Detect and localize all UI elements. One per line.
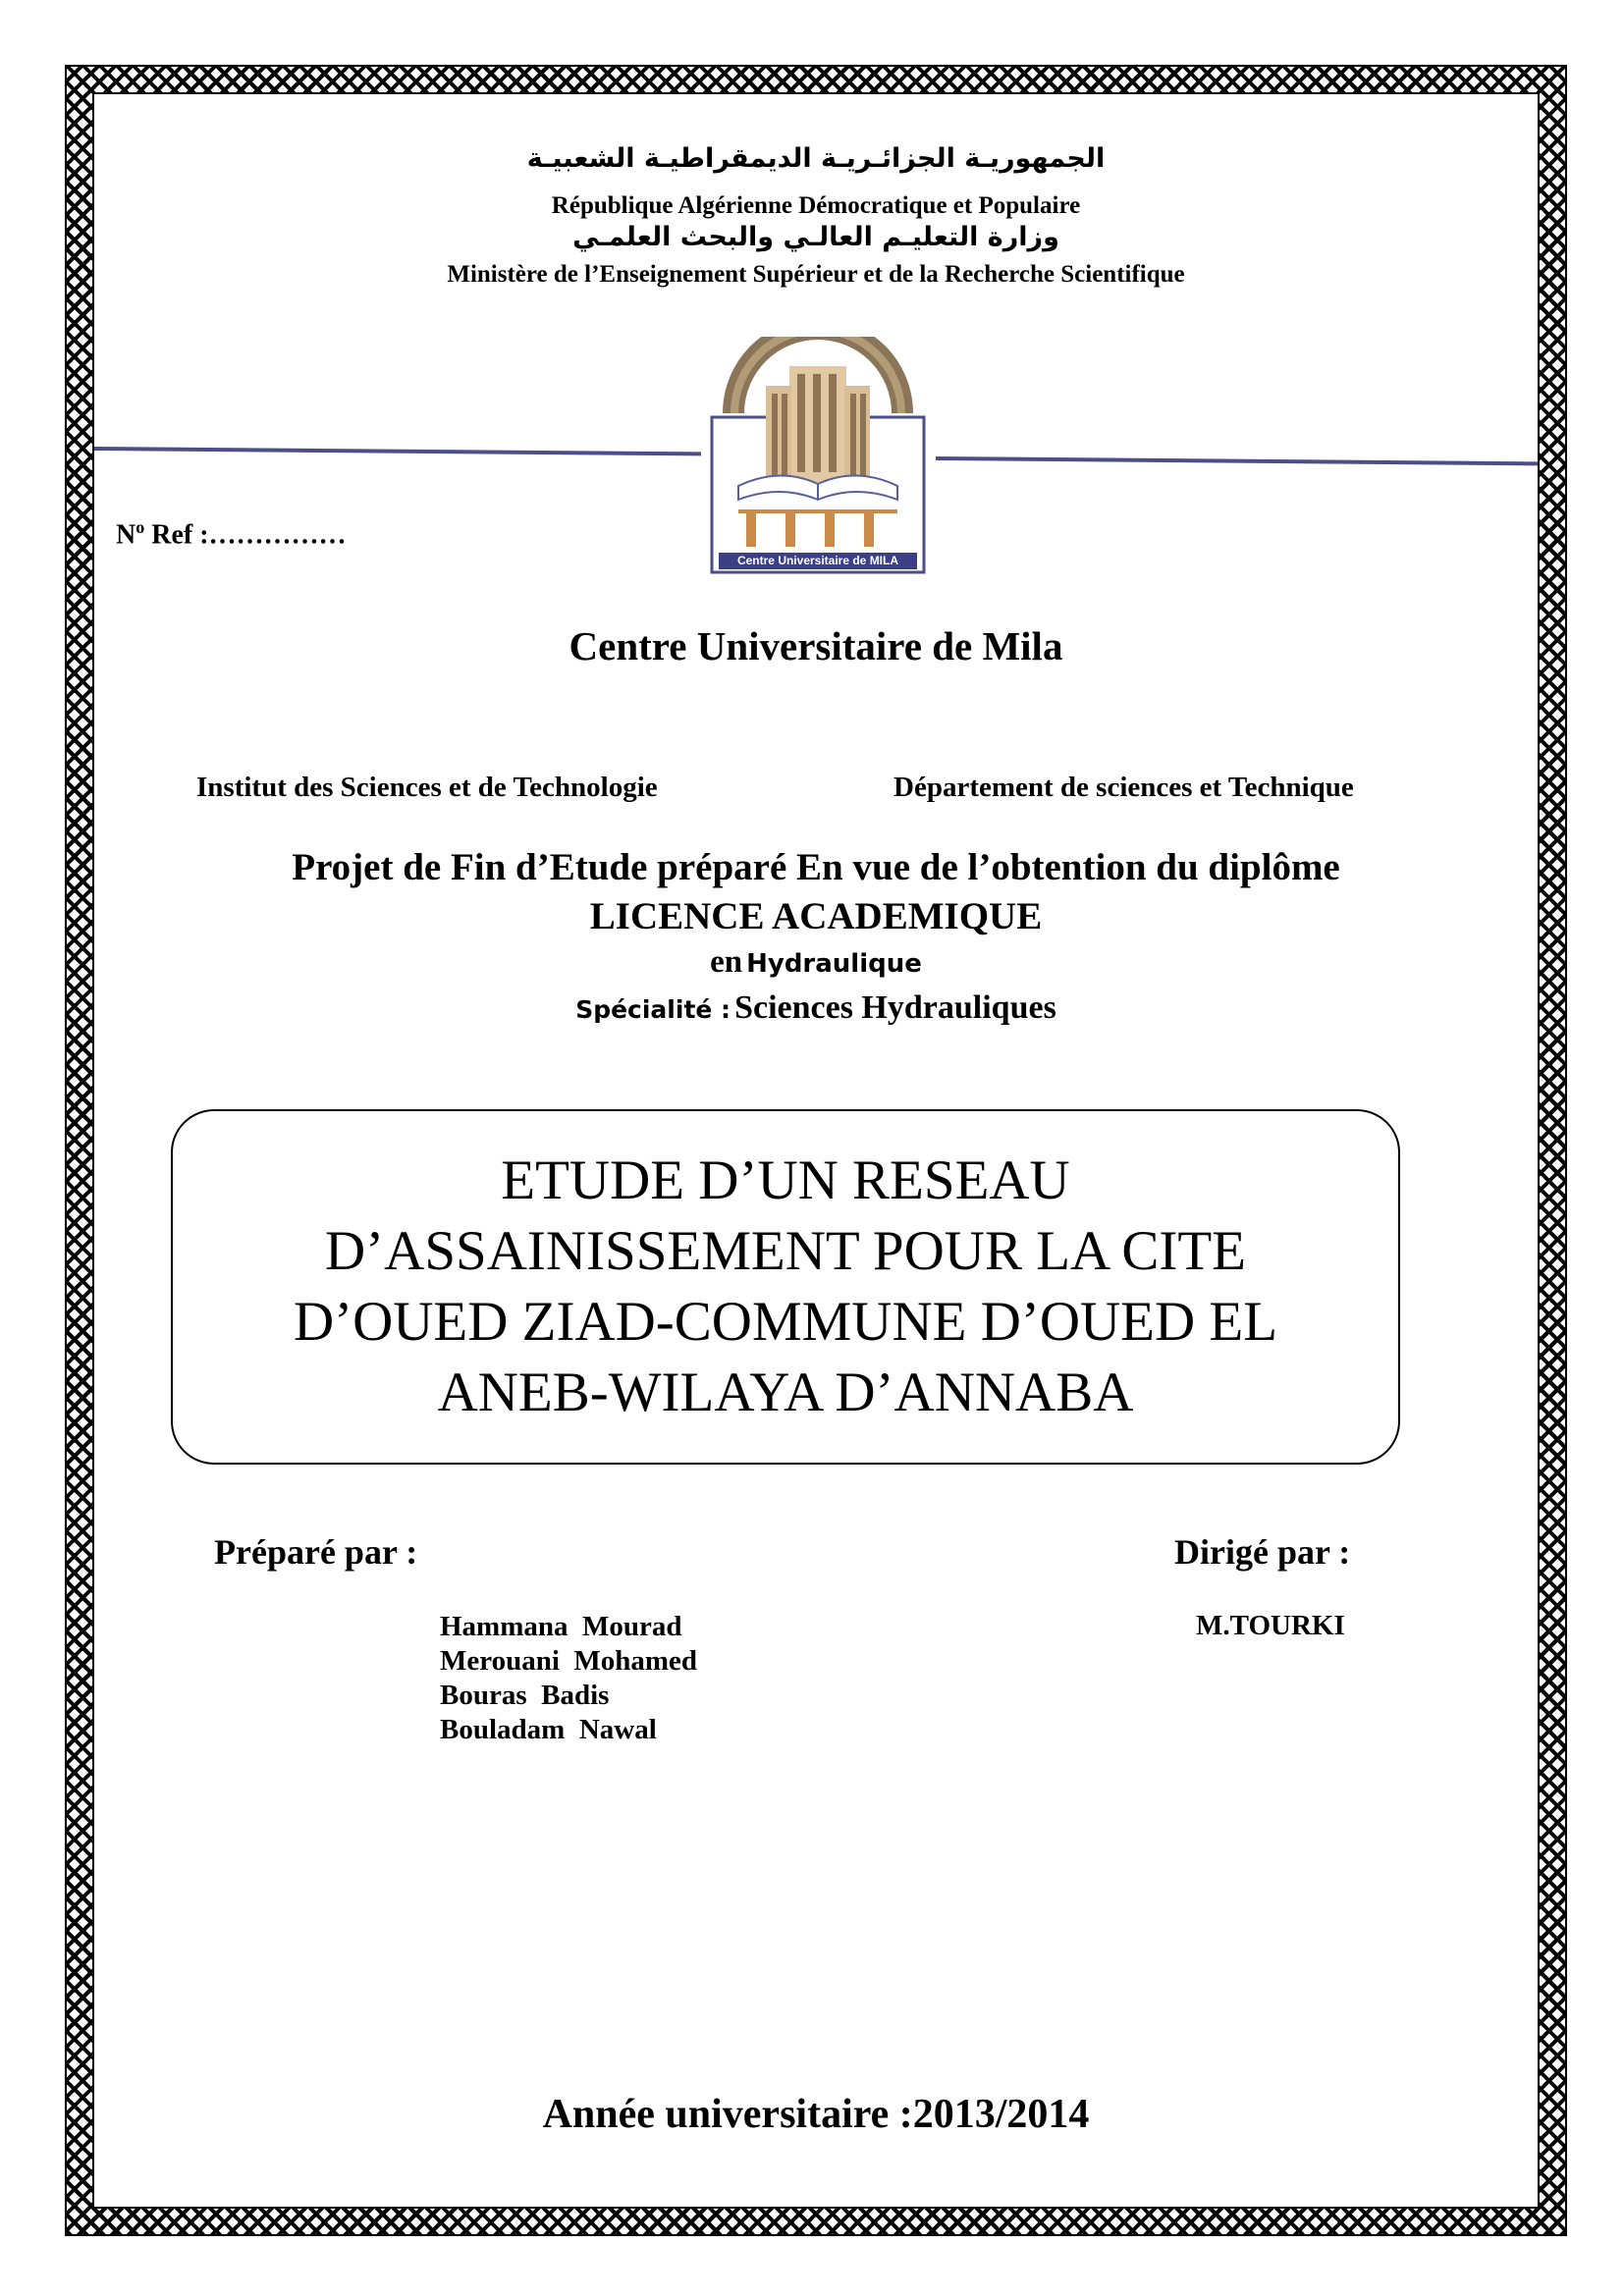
french-republic-heading: République Algérienne Démocratique et Populaire [551,192,1081,219]
degree-name: LICENCE ACADEMIQUE [589,895,1043,937]
arabic-ministry-heading: وزارة التعليـم العالـي والبحث العلمـي [572,222,1059,252]
thesis-title-box [171,1109,1400,1465]
author-name: Merouani Mohamed [440,1645,698,1677]
reference-number: $N^o$ Ref :…………… [116,517,347,551]
logo-caption: Centre Universitaire de MILA [736,554,899,567]
academic-year: Année universitaire :2013/2014 [542,2092,1090,2137]
project-description: Projet de Fin d’Etude préparé En vue de l’obtention du diplôme [292,846,1340,888]
supervisor-name: M.TOURKI [1196,1610,1345,1641]
department-name: Département de sciences et Technique [893,772,1354,803]
institution-name: Centre Universitaire de Mila [568,623,1063,668]
university-logo [709,337,927,576]
author-list [440,1610,697,1747]
author-name: Bouras Badis [440,1680,610,1711]
french-ministry-heading: Ministère de l’Enseignement Supérieur et de la Recherche Scientifique [447,261,1185,288]
specialty-line: Spécialité : Sciences Hydrauliques [575,989,1056,1026]
thesis-title: ETUDE D’UN RESEAU D’ASSAINISSEMENT POUR LA CITE D’OUED ZIAD-COMMUNE D’OUED EL ANEB-WILAYA D’ANNABA [293,1149,1278,1423]
field-line: en Hydraulique [710,944,922,980]
author-name: Hammana Mourad [440,1611,682,1642]
supervised-by-label: Dirigé par : [1174,1532,1351,1572]
prepared-by-label: Préparé par : [214,1532,418,1572]
arabic-republic-heading: الجمهوريـة الجزائـريـة الديمقراطيـة الشعبيـة [526,143,1106,174]
institute-name: Institut des Sciences et de Technologie [196,772,658,803]
author-name: Bouladam Nawal [440,1714,657,1745]
